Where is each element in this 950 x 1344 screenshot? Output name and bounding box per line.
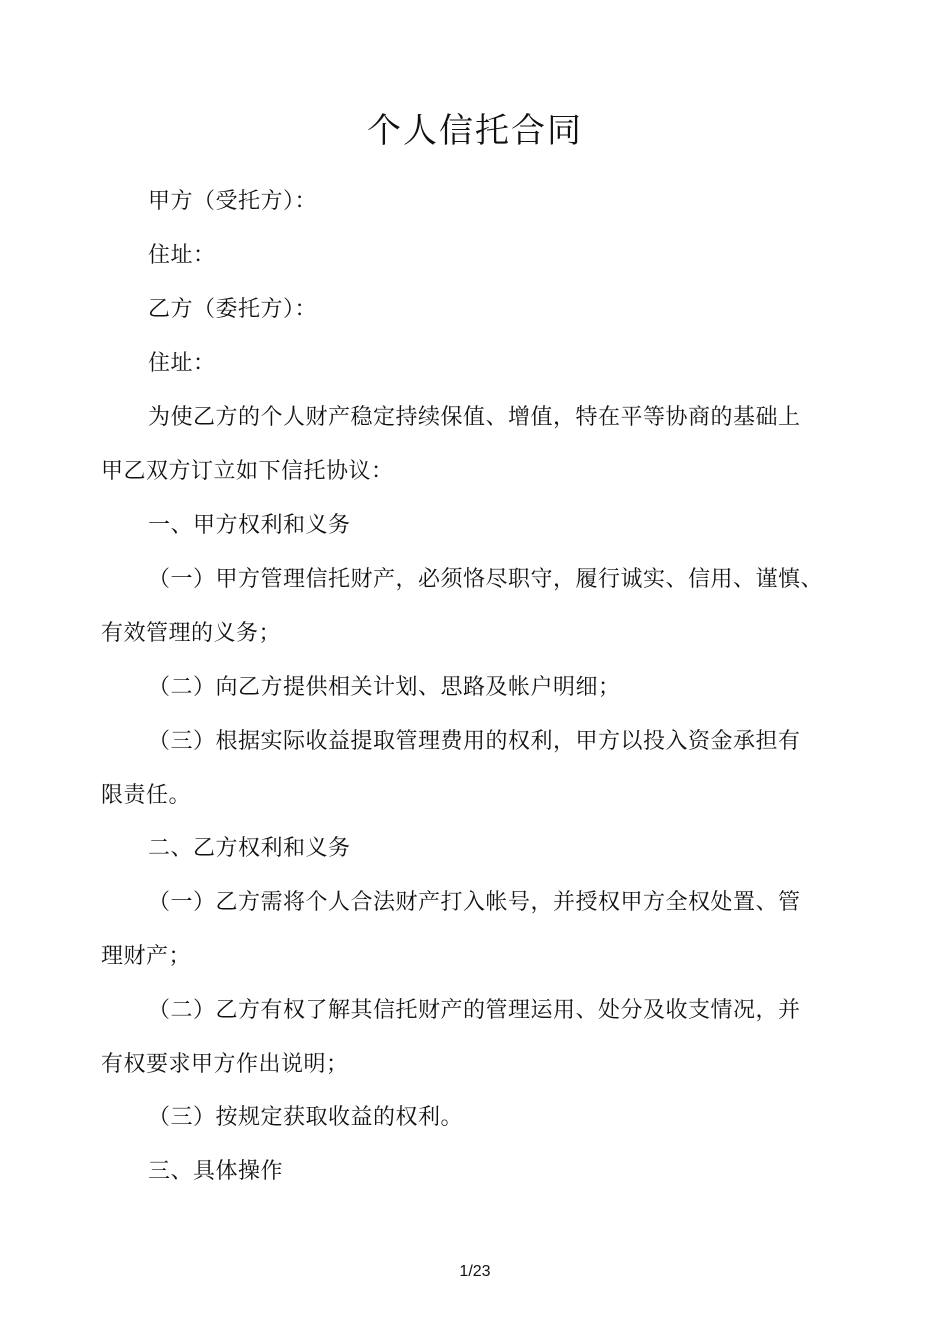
party-b-label: 乙方（委托方）： bbox=[148, 297, 318, 322]
section-2-item-1-line-1: （一）乙方需将个人合法财产打入帐号，并授权甲方全权处置、管 bbox=[148, 890, 801, 915]
section-1-item-1-line-2: 有效管理的义务； bbox=[101, 621, 282, 646]
section-1-item-2: （二）向乙方提供相关计划、思路及帐户明细； bbox=[148, 675, 621, 700]
party-b-address-label: 住址： bbox=[148, 351, 216, 376]
section-2-item-2-line-1: （二）乙方有权了解其信托财产的管理运用、处分及收支情况，并 bbox=[148, 998, 801, 1023]
section-2-item-3: （三）按规定获取收益的权利。 bbox=[148, 1105, 464, 1130]
section-1-item-1-line-1: （一）甲方管理信托财产，必须恪尽职守，履行诚实、信用、谨慎、 bbox=[148, 567, 824, 592]
section-2-item-2-line-2: 有权要求甲方作出说明； bbox=[101, 1052, 349, 1077]
preamble-line-2: 甲乙双方订立如下信托协议： bbox=[101, 459, 394, 484]
section-2-item-1-line-2: 理财产； bbox=[101, 944, 192, 969]
section-1-heading: 一、甲方权利和义务 bbox=[148, 513, 351, 538]
section-1-item-3-line-2: 限责任。 bbox=[101, 783, 192, 808]
preamble-line-1: 为使乙方的个人财产稳定持续保值、增值，特在平等协商的基础上 bbox=[148, 405, 801, 430]
section-3-heading: 三、具体操作 bbox=[148, 1159, 284, 1184]
document-title: 个人信托合同 bbox=[367, 111, 583, 151]
page-number: 1/23 bbox=[459, 1263, 491, 1280]
section-1-item-3-line-1: （三）根据实际收益提取管理费用的权利，甲方以投入资金承担有 bbox=[148, 729, 801, 754]
section-2-heading: 二、乙方权利和义务 bbox=[148, 836, 351, 861]
party-a-address-label: 住址： bbox=[148, 243, 216, 268]
party-a-label: 甲方（受托方）： bbox=[148, 189, 318, 214]
